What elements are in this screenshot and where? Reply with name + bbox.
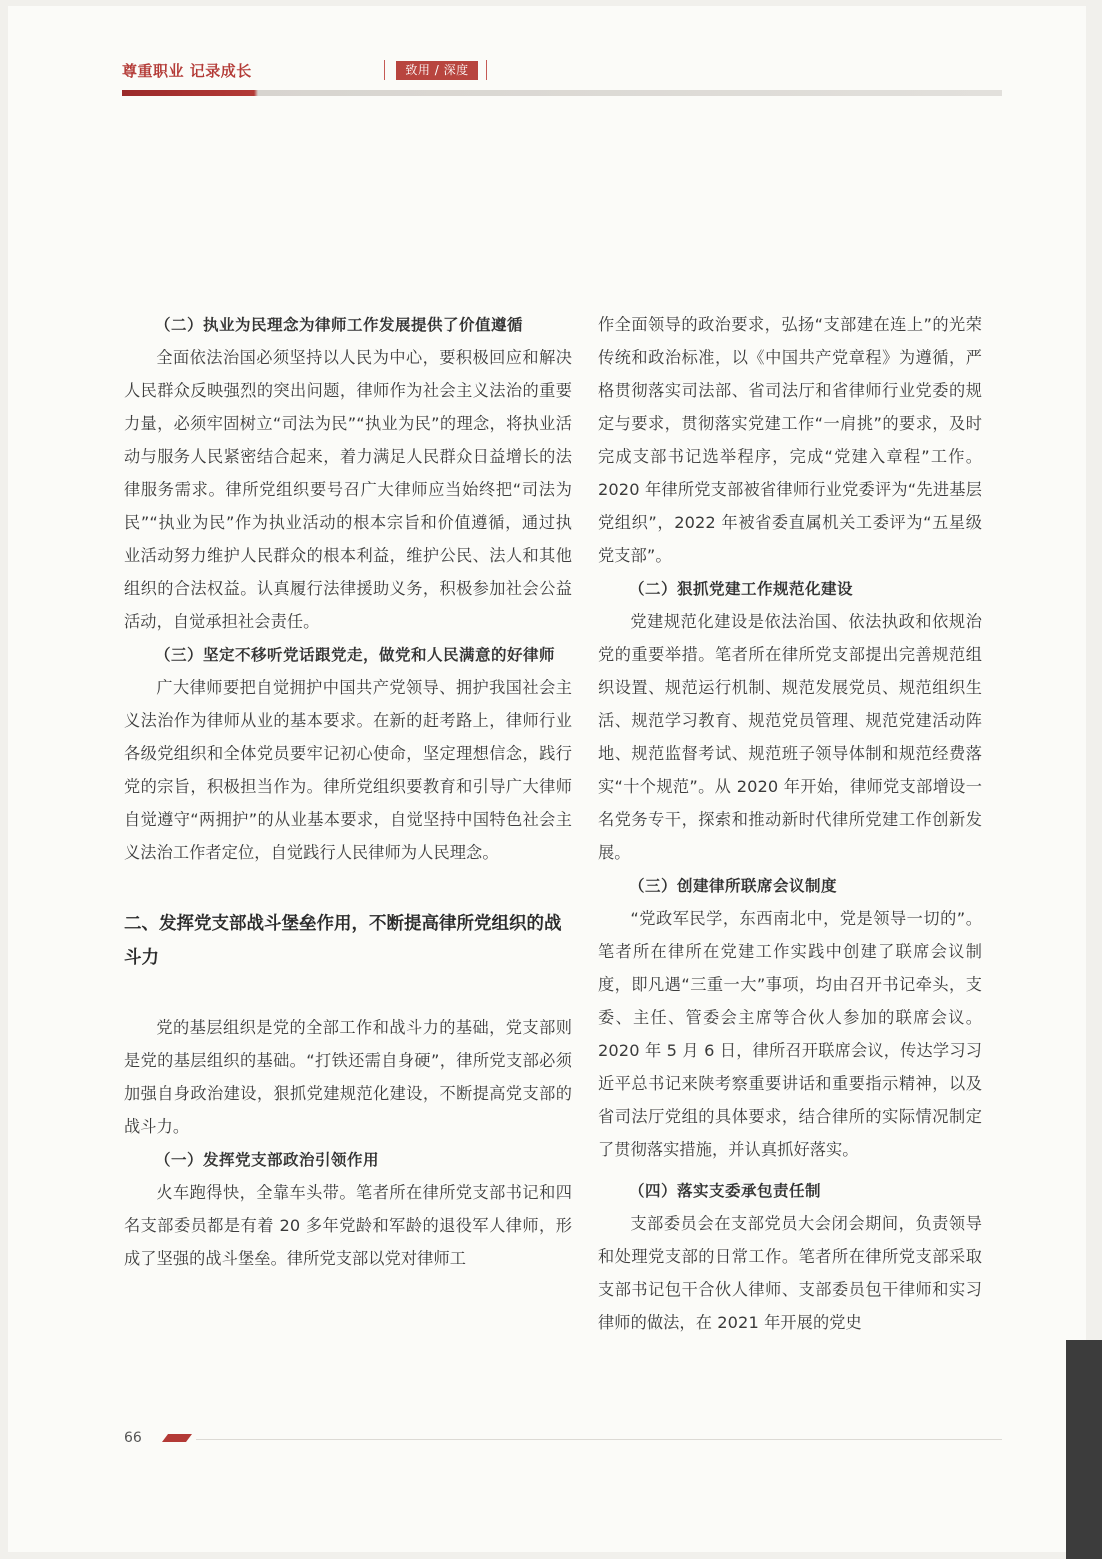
- page-number: 66: [124, 1430, 142, 1446]
- subheading-1: （一）发挥党支部政治引领作用: [155, 1150, 380, 1169]
- header-divider: [384, 60, 385, 80]
- paragraph: 党的基层组织是党的全部工作和战斗力的基础，党支部则是党的基层组织的基础。“打铁还需自身硬”，律所党支部必须加强自身政治建设，狠抓党建规范化建设，不断提高党支部的战斗力。: [124, 1018, 572, 1136]
- paragraph: 支部委员会在支部党员大会闭会期间，负责领导和处理党支部的日常工作。笔者所在律所党支部采取支部书记包干合伙人律师、支部委员包干律师和实习律师的做法，在 2021 年开展的党史: [598, 1214, 982, 1332]
- scanner-edge: [1066, 1340, 1102, 1559]
- left-column: [124, 308, 572, 1275]
- subheading-2: （二）狠抓党建工作规范化建设: [629, 579, 854, 598]
- subheading-4: （四）落实支委承包责任制: [629, 1181, 822, 1200]
- subheading-2: （二）执业为民理念为律师工作发展提供了价值遵循: [155, 315, 524, 334]
- header-divider: [486, 60, 487, 80]
- subheading-3: （三）创建律所联席会议制度: [629, 876, 838, 895]
- right-column: [598, 308, 982, 1339]
- section-tag: 致用 / 深度: [396, 61, 478, 80]
- section-heading: 二、发挥党支部战斗堡垒作用，不断提高律所党组织的战斗力: [124, 914, 562, 968]
- paragraph: 全面依法治国必须坚持以人民为中心，要积极回应和解决人民群众反映强烈的突出问题，律师作为社会主义法治的重要力量，必须牢固树立“司法为民”“执业为民”的理念，将执业活动与服务人民紧密结合起来，着力满足人民群众日益增长的法律服务需求。律所党组织要号召广大律师应当始终把“司法为民”“执业为民”作为执业活动的根本宗旨和价值遵循，通过执业活动努力维护人民群众的根本利益，维护公民、法人和其他组织的合法权益。认真履行法律援助义务，积极参加社会公益活动，自觉承担社会责任。: [124, 348, 572, 631]
- paragraph: 作全面领导的政治要求，弘扬“支部建在连上”的光荣传统和政治标准，以《中国共产党章程》为遵循，严格贯彻落实司法部、省司法厅和省律师行业党委的规定与要求，贯彻落实党建工作“一肩挑”的要求，及时完成支部书记选举程序，完成“党建入章程”工作。2020 年律所党支部被省律师行业党委评为“先进基层党组织”，2022 年被省委直属机关工委评为“五星级党支部”。: [598, 315, 982, 565]
- slash-ornament-icon: [156, 1434, 196, 1442]
- paragraph: 广大律师要把自觉拥护中国共产党领导、拥护我国社会主义法治作为律师从业的基本要求。在新的赶考路上，律师行业各级党组织和全体党员要牢记初心使命，坚定理想信念，践行党的宗旨，积极担当作为。律所党组织要教育和引导广大律师自觉遵守“两拥护”的从业基本要求，自觉坚持中国特色社会主义法治工作者定位，自觉践行人民律师为人民理念。: [124, 678, 572, 862]
- magazine-slogan: 尊重职业 记录成长: [122, 62, 252, 80]
- paragraph: 党建规范化建设是依法治国、依法执政和依规治党的重要举措。笔者所在律所党支部提出完善规范组织设置、规范运行机制、规范发展党员、规范组织生活、规范学习教育、规范党员管理、规范党建活动阵地、规范监督考试、规范班子领导体制和规范经费落实“十个规范”。从 2020 年开始，律师党支部增设一名党务专干，探索和推动新时代律所党建工作创新发展。: [598, 612, 982, 862]
- header-rule: [122, 90, 1002, 96]
- paragraph: 火车跑得快，全靠车头带。笔者所在律所党支部书记和四名支部委员都是有着 20 多年党龄和军龄的退役军人律师，形成了坚强的战斗堡垒。律所党支部以党对律师工: [124, 1183, 572, 1268]
- footer-rule: [196, 1439, 1002, 1440]
- paragraph: “党政军民学，东西南北中，党是领导一切的”。笔者所在律所在党建工作实践中创建了联席会议制度，即凡遇“三重一大”事项，均由召开书记牵头，支委、主任、管委会主席等合伙人参加的联席会议。2020 年 5 月 6 日，律所召开联席会议，传达学习习近平总书记来陕考察重要讲话和重要指示精神，以及省司法厅党组的具体要求，结合律所的实际情况制定了贯彻落实措施，并认真抓好落实。: [598, 909, 982, 1159]
- subheading-3: （三）坚定不移听党话跟党走，做党和人民满意的好律师: [155, 645, 556, 664]
